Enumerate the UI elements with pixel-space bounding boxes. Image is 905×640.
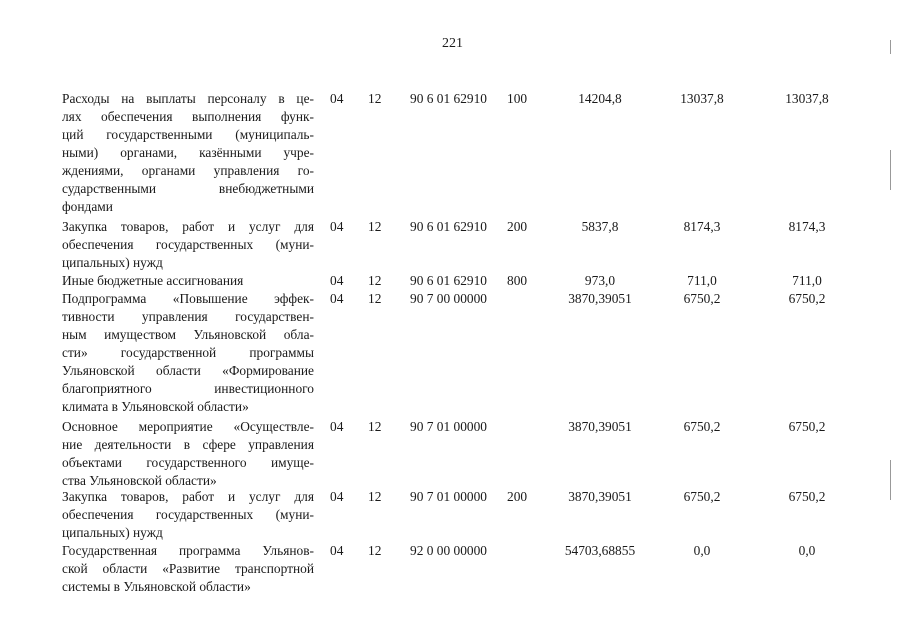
- row-description: [62, 90, 314, 216]
- amount-year-3: 711,0: [792, 273, 822, 288]
- table-row: [62, 218, 862, 272]
- amount-year-2: 711,0: [687, 273, 717, 288]
- amount-year-3: 6750,2: [788, 419, 826, 434]
- expense-type-code: 200: [507, 489, 528, 504]
- amount-year-1: 973,0: [584, 273, 616, 288]
- subsection-code: 12: [368, 543, 382, 558]
- scan-edge-mark: [890, 460, 891, 500]
- row-description: [62, 542, 314, 596]
- section-code: 04: [330, 91, 344, 106]
- target-article-code: 90 7 01 00000: [410, 489, 487, 504]
- section-code: 04: [330, 291, 344, 306]
- description-line: Ульяновской области «Формирование: [62, 363, 314, 378]
- description-line: Закупка товаров, работ и услуг для: [62, 219, 314, 234]
- amount-year-3: 8174,3: [788, 219, 826, 234]
- amount-year-1: 14204,8: [578, 91, 622, 106]
- expense-type-code: 800: [507, 273, 528, 288]
- target-article-code: 90 6 01 62910: [410, 219, 487, 234]
- row-description: [62, 272, 314, 290]
- amount-year-2: 0,0: [693, 543, 711, 558]
- description-line: ципальных) нужд: [62, 525, 163, 540]
- table-row: [62, 488, 862, 542]
- description-line: Закупка товаров, работ и услуг для: [62, 489, 314, 504]
- scan-edge-mark: [890, 150, 891, 190]
- target-article-code: 90 6 01 62910: [410, 91, 487, 106]
- description-line: ской области «Развитие транспортной: [62, 561, 314, 576]
- amount-year-2: 6750,2: [683, 291, 721, 306]
- amount-year-1: 3870,39051: [568, 419, 632, 434]
- target-article-code: 90 7 01 00000: [410, 419, 487, 434]
- description-line: Основное мероприятие «Осуществле-: [62, 419, 314, 434]
- target-article-code: 90 6 01 62910: [410, 273, 487, 288]
- description-line: ние деятельности в сфере управления: [62, 437, 314, 452]
- row-description: [62, 290, 314, 416]
- table-row: [62, 542, 862, 596]
- row-description: [62, 418, 314, 490]
- expense-type-code: 200: [507, 219, 528, 234]
- description-line: сти» государственной программы: [62, 345, 314, 360]
- description-line: обеспечения государственных (муни-: [62, 237, 314, 252]
- description-line: объектами государственного имуще-: [62, 455, 314, 470]
- table-row: [62, 290, 862, 416]
- description-line: системы в Ульяновской области»: [62, 579, 251, 594]
- expense-type-code: 100: [507, 91, 528, 106]
- description-line: Подпрограмма «Повышение эффек-: [62, 291, 314, 306]
- amount-year-2: 6750,2: [683, 489, 721, 504]
- target-article-code: 90 7 00 00000: [410, 291, 487, 306]
- target-article-code: 92 0 00 00000: [410, 543, 487, 558]
- subsection-code: 12: [368, 91, 382, 106]
- description-line: ства Ульяновской области»: [62, 473, 217, 488]
- amount-year-3: 13037,8: [785, 91, 829, 106]
- description-line: ными) органами, казёнными учре-: [62, 145, 314, 160]
- table-row: [62, 418, 862, 490]
- description-line: ным имуществом Ульяновской обла-: [62, 327, 314, 342]
- section-code: 04: [330, 219, 344, 234]
- description-line: Государственная программа Ульянов-: [62, 543, 314, 558]
- description-line: ций государственными (муниципаль-: [62, 127, 314, 142]
- amount-year-1: 3870,39051: [568, 291, 632, 306]
- subsection-code: 12: [368, 219, 382, 234]
- description-line: благоприятного инвестиционного: [62, 381, 314, 396]
- table-row: [62, 90, 862, 216]
- amount-year-2: 6750,2: [683, 419, 721, 434]
- description-line: сударственными внебюджетными: [62, 181, 314, 196]
- description-line: ждениями, органами управления го-: [62, 163, 314, 178]
- amount-year-2: 8174,3: [683, 219, 721, 234]
- subsection-code: 12: [368, 489, 382, 504]
- description-line: ципальных) нужд: [62, 255, 163, 270]
- description-line: климата в Ульяновской области»: [62, 399, 249, 414]
- row-description: [62, 488, 314, 542]
- subsection-code: 12: [368, 419, 382, 434]
- scan-edge-mark: [890, 40, 891, 54]
- section-code: 04: [330, 489, 344, 504]
- description-line: Иные бюджетные ассигнования: [62, 273, 244, 288]
- section-code: 04: [330, 543, 344, 558]
- section-code: 04: [330, 419, 344, 434]
- description-line: тивности управления государствен-: [62, 309, 314, 324]
- table-row: [62, 272, 862, 290]
- amount-year-3: 6750,2: [788, 489, 826, 504]
- description-line: Расходы на выплаты персоналу в це-: [62, 91, 314, 106]
- amount-year-1: 5837,8: [581, 219, 619, 234]
- subsection-code: 12: [368, 273, 382, 288]
- amount-year-2: 13037,8: [680, 91, 724, 106]
- amount-year-1: 54703,68855: [564, 543, 636, 558]
- amount-year-3: 6750,2: [788, 291, 826, 306]
- subsection-code: 12: [368, 291, 382, 306]
- amount-year-1: 3870,39051: [568, 489, 632, 504]
- description-line: обеспечения государственных (муни-: [62, 507, 314, 522]
- section-code: 04: [330, 273, 344, 288]
- description-line: фондами: [62, 199, 113, 214]
- description-line: лях обеспечения выполнения функ-: [62, 109, 314, 124]
- row-description: [62, 218, 314, 272]
- amount-year-3: 0,0: [798, 543, 816, 558]
- page-number: 221: [442, 36, 463, 51]
